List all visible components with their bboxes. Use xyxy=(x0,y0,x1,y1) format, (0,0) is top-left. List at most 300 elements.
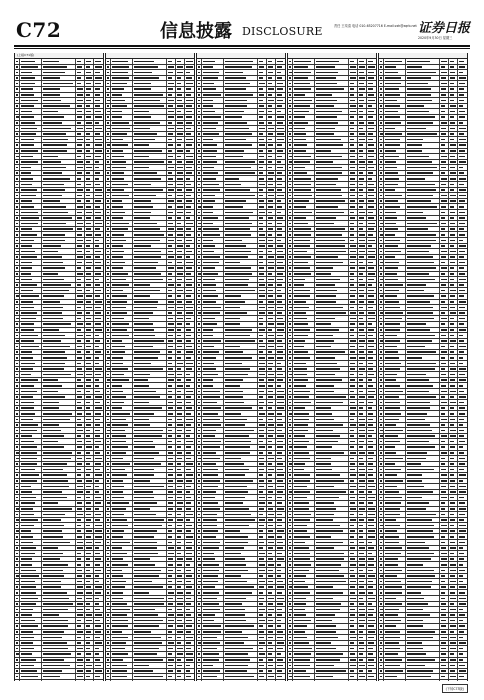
table-cell xyxy=(94,624,103,629)
table-cell xyxy=(133,361,167,366)
ink-bar xyxy=(225,637,248,639)
ink-bar xyxy=(77,653,81,655)
table-cell xyxy=(111,70,133,75)
table-cell xyxy=(185,641,194,646)
ink-bar xyxy=(21,262,32,264)
ink-bar xyxy=(203,329,213,331)
ink-bar xyxy=(112,150,123,152)
ink-bar xyxy=(225,581,247,583)
table-cell xyxy=(20,484,42,489)
table-cell xyxy=(85,501,94,506)
ink-bar xyxy=(112,519,127,521)
ink-bar xyxy=(16,133,18,135)
table-cell xyxy=(76,400,85,405)
ink-bar xyxy=(86,659,90,661)
ink-bar xyxy=(77,200,81,202)
table-cell xyxy=(185,249,194,254)
ink-bar xyxy=(168,564,173,566)
ink-bar xyxy=(225,212,253,214)
table-cell xyxy=(176,81,185,86)
ink-bar xyxy=(86,536,91,538)
ink-bar xyxy=(107,547,109,549)
ink-bar xyxy=(16,161,18,163)
ink-bar xyxy=(21,564,32,566)
ink-bar xyxy=(86,77,92,79)
ink-bar xyxy=(259,284,265,286)
ink-bar xyxy=(21,463,37,465)
ink-bar xyxy=(268,637,273,639)
ink-bar xyxy=(77,525,81,527)
ink-bar xyxy=(168,424,172,426)
ink-bar xyxy=(95,100,100,102)
ink-bar xyxy=(225,189,250,191)
ink-bar xyxy=(134,144,149,146)
table-cell xyxy=(42,221,76,226)
table-cell xyxy=(111,65,133,70)
ink-bar xyxy=(177,100,182,102)
table-cell xyxy=(258,143,267,148)
table-cell xyxy=(267,244,276,249)
ink-bar xyxy=(186,469,191,471)
ink-bar xyxy=(43,284,71,286)
ink-bar xyxy=(134,536,154,538)
ink-bar xyxy=(86,251,90,253)
table-cell xyxy=(133,546,167,551)
ink-bar xyxy=(168,502,173,504)
table-cell xyxy=(42,355,76,360)
ink-bar xyxy=(16,508,19,510)
ink-bar xyxy=(225,256,248,258)
ink-bar xyxy=(86,351,90,353)
table-cell xyxy=(185,439,194,444)
ink-bar xyxy=(268,122,272,124)
table-cell xyxy=(42,98,76,103)
table-cell xyxy=(258,680,267,681)
table-cell xyxy=(176,378,185,383)
ink-bar xyxy=(186,77,192,79)
ink-bar xyxy=(134,659,163,661)
table-cell xyxy=(76,70,85,75)
ink-bar xyxy=(134,100,160,102)
ink-bar xyxy=(112,83,127,85)
table-cell xyxy=(276,467,285,472)
table-cell xyxy=(133,389,167,394)
table-cell xyxy=(85,93,94,98)
ink-bar xyxy=(112,564,128,566)
ink-bar xyxy=(225,430,254,432)
ink-bar xyxy=(95,592,101,594)
table-cell xyxy=(42,255,76,260)
table-cell xyxy=(111,322,133,327)
ink-bar xyxy=(43,312,62,314)
ink-bar xyxy=(134,463,161,465)
ink-bar xyxy=(268,586,273,588)
table-cell xyxy=(85,277,94,282)
ink-bar xyxy=(86,363,91,365)
table-cell xyxy=(167,473,176,478)
table-cell xyxy=(258,507,267,512)
ink-bar xyxy=(268,184,273,186)
ink-bar xyxy=(107,653,109,655)
table-cell xyxy=(133,400,167,405)
ink-bar xyxy=(198,676,200,678)
table-cell xyxy=(185,137,194,142)
ink-bar xyxy=(112,156,124,158)
ink-bar xyxy=(186,284,192,286)
table-cell xyxy=(202,658,224,663)
ink-bar xyxy=(259,66,264,68)
ink-bar xyxy=(277,407,284,409)
ink-bar xyxy=(95,217,101,219)
ink-bar xyxy=(168,150,172,152)
ink-bar xyxy=(43,195,62,197)
ink-bar xyxy=(203,614,215,616)
table-cell xyxy=(224,479,258,484)
table-cell xyxy=(185,523,194,528)
ink-bar xyxy=(21,111,32,113)
table-cell xyxy=(202,204,224,209)
table-cell xyxy=(85,602,94,607)
ink-bar xyxy=(268,351,272,353)
ink-bar xyxy=(95,391,100,393)
table-cell xyxy=(94,663,103,668)
ink-bar xyxy=(86,486,91,488)
ink-bar xyxy=(259,469,264,471)
ink-bar xyxy=(112,458,123,460)
ink-bar xyxy=(112,570,122,572)
ink-bar xyxy=(277,351,283,353)
ink-bar xyxy=(112,491,123,493)
table-cell xyxy=(85,534,94,539)
table-cell xyxy=(85,98,94,103)
ink-bar xyxy=(203,335,213,337)
ink-bar xyxy=(203,519,217,521)
ink-bar xyxy=(198,346,200,348)
table-cell xyxy=(176,367,185,372)
ink-bar xyxy=(225,77,246,79)
ink-bar xyxy=(225,536,248,538)
ink-bar xyxy=(112,363,123,365)
ink-bar xyxy=(16,111,18,113)
table-cell xyxy=(85,305,94,310)
table-cell xyxy=(202,109,224,114)
table-cell xyxy=(258,311,267,316)
ink-bar xyxy=(21,648,34,650)
ink-bar xyxy=(21,631,33,633)
ink-bar xyxy=(225,620,246,622)
table-cell xyxy=(85,115,94,120)
ink-bar xyxy=(112,116,122,118)
ink-bar xyxy=(43,156,58,158)
table-cell xyxy=(202,389,224,394)
ink-bar xyxy=(107,357,110,359)
table-cell xyxy=(94,232,103,237)
ink-bar xyxy=(107,581,109,583)
ink-bar xyxy=(43,167,66,169)
ink-bar xyxy=(225,564,246,566)
ink-bar xyxy=(277,614,282,616)
ink-bar xyxy=(268,312,273,314)
ink-bar xyxy=(277,172,282,174)
ink-bar xyxy=(95,312,101,314)
ink-bar xyxy=(134,598,164,600)
table-cell xyxy=(94,121,103,126)
ink-bar xyxy=(16,139,18,141)
ink-bar xyxy=(268,497,272,499)
ink-bar xyxy=(203,72,219,74)
ink-bar xyxy=(77,391,81,393)
column-continuation-label: (上接C71版) xyxy=(15,53,103,59)
table-cell xyxy=(185,322,194,327)
table-cell xyxy=(176,115,185,120)
table-cell xyxy=(267,646,276,651)
table-cell xyxy=(85,451,94,456)
ink-bar xyxy=(77,139,83,141)
table-cell xyxy=(85,439,94,444)
table-cell xyxy=(167,199,176,204)
table-cell xyxy=(20,434,42,439)
table-cell xyxy=(94,266,103,271)
ink-bar xyxy=(86,603,90,605)
table-cell xyxy=(185,635,194,640)
table-cell xyxy=(94,204,103,209)
table-cell xyxy=(94,395,103,400)
ink-bar xyxy=(16,368,18,370)
ink-bar xyxy=(134,189,163,191)
ink-bar xyxy=(21,547,36,549)
ink-bar xyxy=(134,284,150,286)
table-cell xyxy=(176,333,185,338)
table-cell xyxy=(185,143,194,148)
table-cell xyxy=(111,484,133,489)
table-cell xyxy=(76,355,85,360)
ink-bar xyxy=(95,603,99,605)
table-cell xyxy=(176,361,185,366)
table-cell xyxy=(276,65,285,70)
ink-bar xyxy=(134,592,149,594)
ink-bar xyxy=(107,458,109,460)
ink-bar xyxy=(268,648,273,650)
ink-bar xyxy=(95,195,102,197)
ink-bar xyxy=(203,172,218,174)
ink-bar xyxy=(277,223,282,225)
ink-bar xyxy=(112,558,123,560)
table-cell xyxy=(267,680,276,681)
table-cell xyxy=(20,613,42,618)
table-cell xyxy=(133,227,167,232)
ink-bar xyxy=(203,458,220,460)
ink-bar xyxy=(43,290,69,292)
ink-bar xyxy=(177,435,181,437)
ink-bar xyxy=(268,111,272,113)
table-cell xyxy=(267,383,276,388)
ink-bar xyxy=(259,620,265,622)
table-cell xyxy=(133,204,167,209)
ink-bar xyxy=(86,502,91,504)
table-cell xyxy=(111,423,133,428)
ink-bar xyxy=(186,116,192,118)
ink-bar xyxy=(16,273,18,275)
table-cell xyxy=(276,76,285,81)
ink-bar xyxy=(134,178,161,180)
table-cell xyxy=(276,456,285,461)
table-cell xyxy=(42,143,76,148)
ink-bar xyxy=(95,514,101,516)
ink-bar xyxy=(77,519,81,521)
table-cell xyxy=(176,104,185,109)
ink-bar xyxy=(268,206,273,208)
table-cell xyxy=(202,534,224,539)
table-cell xyxy=(20,93,42,98)
table-cell xyxy=(258,411,267,416)
ink-bar xyxy=(95,620,100,622)
ink-bar xyxy=(268,631,273,633)
ink-bar xyxy=(86,94,90,96)
table-cell xyxy=(42,288,76,293)
ink-bar xyxy=(134,217,150,219)
table-cell xyxy=(185,238,194,243)
ink-bar xyxy=(198,625,200,627)
ink-bar xyxy=(186,536,193,538)
table-cell xyxy=(267,507,276,512)
ink-bar xyxy=(277,217,283,219)
ink-bar xyxy=(186,66,193,68)
table-cell xyxy=(85,579,94,584)
table-cell xyxy=(111,87,133,92)
table-cell xyxy=(267,288,276,293)
table-cell xyxy=(202,372,224,377)
ink-bar xyxy=(16,497,18,499)
ink-bar xyxy=(134,307,157,309)
ink-bar xyxy=(86,318,91,320)
table-cell xyxy=(133,529,167,534)
table-cell xyxy=(276,221,285,226)
table-cell xyxy=(167,512,176,517)
table-cell xyxy=(267,176,276,181)
table-cell xyxy=(76,266,85,271)
table-cell xyxy=(76,199,85,204)
table-cell xyxy=(202,154,224,159)
ink-bar xyxy=(203,133,219,135)
ink-bar xyxy=(259,385,265,387)
ink-bar xyxy=(259,603,263,605)
ink-bar xyxy=(107,335,109,337)
ink-bar xyxy=(77,452,81,454)
table-cell xyxy=(202,255,224,260)
ink-bar xyxy=(77,335,83,337)
table-cell xyxy=(267,534,276,539)
ink-bar xyxy=(95,659,100,661)
ink-bar xyxy=(43,318,63,320)
ink-bar xyxy=(277,558,284,560)
ink-bar xyxy=(21,206,34,208)
ink-bar xyxy=(268,625,273,627)
table-cell xyxy=(133,344,167,349)
ink-bar xyxy=(21,61,35,63)
table-cell xyxy=(133,294,167,299)
table-cell xyxy=(94,182,103,187)
ink-bar xyxy=(43,430,61,432)
ink-bar xyxy=(107,648,109,650)
table-cell xyxy=(94,188,103,193)
ink-bar xyxy=(107,301,110,303)
ink-bar xyxy=(43,105,70,107)
table-cell xyxy=(133,182,167,187)
ink-bar xyxy=(95,502,101,504)
ink-bar xyxy=(43,368,64,370)
ink-bar xyxy=(112,61,128,63)
table-cell xyxy=(176,507,185,512)
ink-bar xyxy=(112,637,128,639)
table-cell xyxy=(76,76,85,81)
ink-bar xyxy=(21,413,35,415)
table-cell xyxy=(42,93,76,98)
ink-bar xyxy=(112,514,124,516)
table-cell xyxy=(94,479,103,484)
ink-bar xyxy=(203,323,217,325)
table-cell xyxy=(267,65,276,70)
table-cell xyxy=(42,266,76,271)
ink-bar xyxy=(86,547,92,549)
table-cell xyxy=(42,663,76,668)
ink-bar xyxy=(107,402,109,404)
ink-bar xyxy=(16,122,18,124)
ink-bar xyxy=(43,402,59,404)
ink-bar xyxy=(198,659,200,661)
table-cell xyxy=(85,557,94,562)
ink-bar xyxy=(177,94,182,96)
table-cell xyxy=(258,646,267,651)
table-cell xyxy=(267,126,276,131)
ink-bar xyxy=(168,88,173,90)
ink-bar xyxy=(107,530,109,532)
table-cell xyxy=(20,137,42,142)
table-cell xyxy=(94,590,103,595)
table-cell xyxy=(185,260,194,265)
ink-bar xyxy=(95,363,99,365)
ink-bar xyxy=(112,525,128,527)
ink-bar xyxy=(177,502,183,504)
ink-bar xyxy=(198,463,200,465)
ink-bar xyxy=(168,351,172,353)
table-cell xyxy=(202,495,224,500)
table-cell xyxy=(42,154,76,159)
table-cell xyxy=(94,546,103,551)
ink-bar xyxy=(259,307,265,309)
ink-bar xyxy=(107,312,109,314)
ink-bar xyxy=(198,88,200,90)
table-cell xyxy=(133,585,167,590)
table-cell xyxy=(224,132,258,137)
table-cell xyxy=(185,574,194,579)
ink-bar xyxy=(268,290,273,292)
ink-bar xyxy=(268,519,273,521)
table-cell xyxy=(42,451,76,456)
ink-bar xyxy=(277,670,282,672)
ink-bar xyxy=(203,609,220,611)
ink-bar xyxy=(198,502,200,504)
table-cell xyxy=(76,115,85,120)
table-cell xyxy=(76,624,85,629)
ink-bar xyxy=(168,603,173,605)
table-cell xyxy=(42,59,76,64)
table-cell xyxy=(133,590,167,595)
table-cell xyxy=(258,288,267,293)
table-cell xyxy=(20,456,42,461)
ink-bar xyxy=(43,502,58,504)
table-cell xyxy=(224,439,258,444)
ink-bar xyxy=(77,486,83,488)
